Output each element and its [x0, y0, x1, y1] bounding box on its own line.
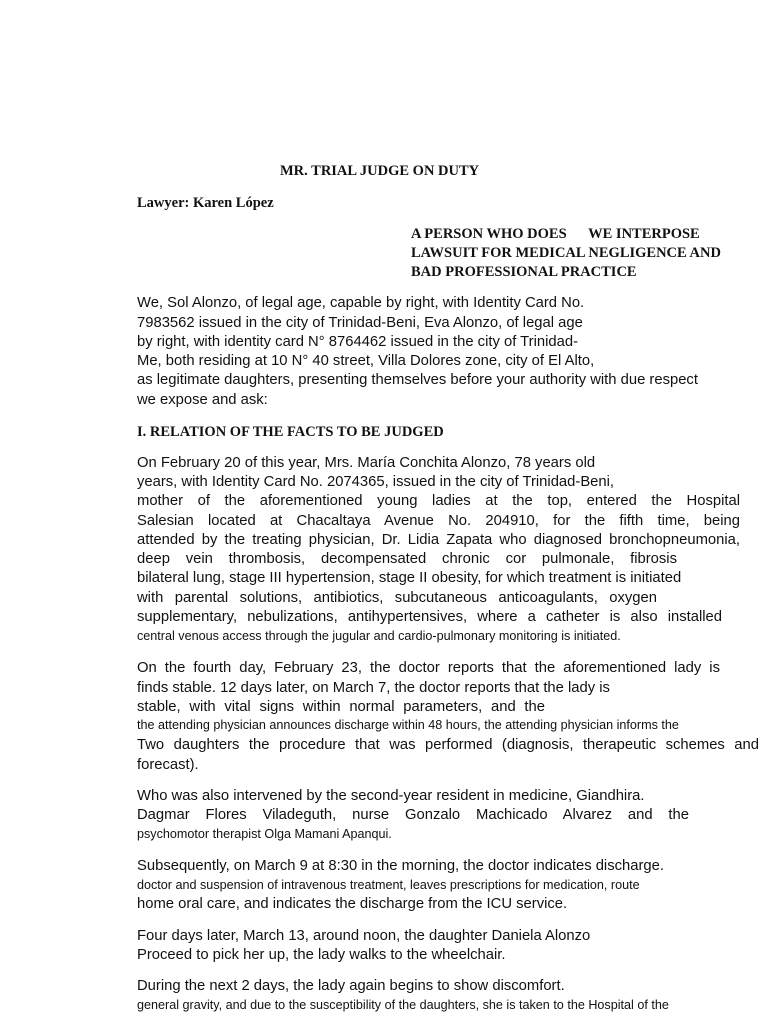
document-title: MR. TRIAL JUDGE ON DUTY	[280, 163, 480, 179]
text-line: Subsequently, on March 9 at 8:30 in the morning, the doctor indicates discharge.	[137, 858, 664, 874]
text-line: bilateral lung, stage III hypertension, stage II obesity, for which treatment is initiated	[137, 570, 682, 586]
text-line: Who was also intervened by the second-year resident in medicine, Giandhira.	[137, 788, 645, 804]
text-line: with parental solutions, antibiotics, subcutaneous anticoagulants, oxygen	[137, 590, 657, 606]
text-line: finds stable. 12 days later, on March 7, the doctor reports that the lady is	[137, 680, 610, 696]
text-line: Dagmar Flores Viladeguth, nurse Gonzalo Machicado Alvarez and the	[137, 807, 689, 823]
text-line: stable, with vital signs within normal parameters, and the	[137, 699, 545, 715]
text-line: On February 20 of this year, Mrs. María Conchita Alonzo, 78 years old	[137, 455, 596, 471]
text-line: On the fourth day, February 23, the doctor reports that the aforementioned lady is	[137, 660, 720, 676]
text-line: During the next 2 days, the lady again begins to show discomfort.	[137, 978, 565, 994]
text-line: Two daughters the procedure that was performed (diagnosis, therapeutic schemes and	[137, 737, 759, 753]
text-line: Salesian located at Chacaltaya Avenue No. 204910, for the fifth time, being	[137, 513, 740, 529]
text-line: deep vein thrombosis, decompensated chronic cor pulmonale, fibrosis	[137, 551, 677, 567]
text-line: general gravity, and due to the susceptibility of the daughters, she is taken to the Hospital of the	[137, 998, 669, 1012]
subject-line: LAWSUIT FOR MEDICAL NEGLIGENCE AND	[411, 245, 721, 261]
text-line: Me, both residing at 10 N° 40 street, Villa Dolores zone, city of El Alto,	[137, 353, 595, 369]
text-line: years, with Identity Card No. 2074365, issued in the city of Trinidad-Beni,	[137, 474, 615, 490]
text-line: we expose and ask:	[137, 392, 268, 408]
text-line: mother of the aforementioned young ladies at the top, entered the Hospital	[137, 493, 740, 509]
text-line: We, Sol Alonzo, of legal age, capable by right, with Identity Card No.	[137, 295, 585, 311]
subject-line: BAD PROFESSIONAL PRACTICE	[411, 264, 637, 280]
text-line: home oral care, and indicates the discharge from the ICU service.	[137, 896, 568, 912]
text-line: the attending physician announces discharge within 48 hours, the attending physician informs the	[137, 718, 679, 732]
text-line: by right, with identity card N° 8764462 issued in the city of Trinidad-	[137, 334, 579, 350]
text-line: supplementary, nebulizations, antihypertensives, where a catheter is also installed	[137, 609, 722, 625]
text-line: 7983562 issued in the city of Trinidad-Beni, Eva Alonzo, of legal age	[137, 315, 583, 331]
text-line: central venous access through the jugular and cardio-pulmonary monitoring is initiated.	[137, 629, 621, 643]
text-line: doctor and suspension of intravenous treatment, leaves prescriptions for medication, route	[137, 878, 640, 892]
text-line: attended by the treating physician, Dr. Lidia Zapata who diagnosed bronchopneumonia,	[137, 532, 740, 548]
subject-line: A PERSON WHO DOES WE INTERPOSE	[411, 226, 700, 242]
lawyer-name: Lawyer: Karen López	[137, 195, 274, 211]
section-heading: I. RELATION OF THE FACTS TO BE JUDGED	[137, 424, 444, 440]
text-line: psychomotor therapist Olga Mamani Apanqui.	[137, 827, 392, 841]
text-line: Proceed to pick her up, the lady walks to the wheelchair.	[137, 947, 506, 963]
text-line: as legitimate daughters, presenting themselves before your authority with due respect	[137, 372, 698, 388]
text-line: Four days later, March 13, around noon, the daughter Daniela Alonzo	[137, 928, 591, 944]
text-line: forecast).	[137, 757, 199, 773]
